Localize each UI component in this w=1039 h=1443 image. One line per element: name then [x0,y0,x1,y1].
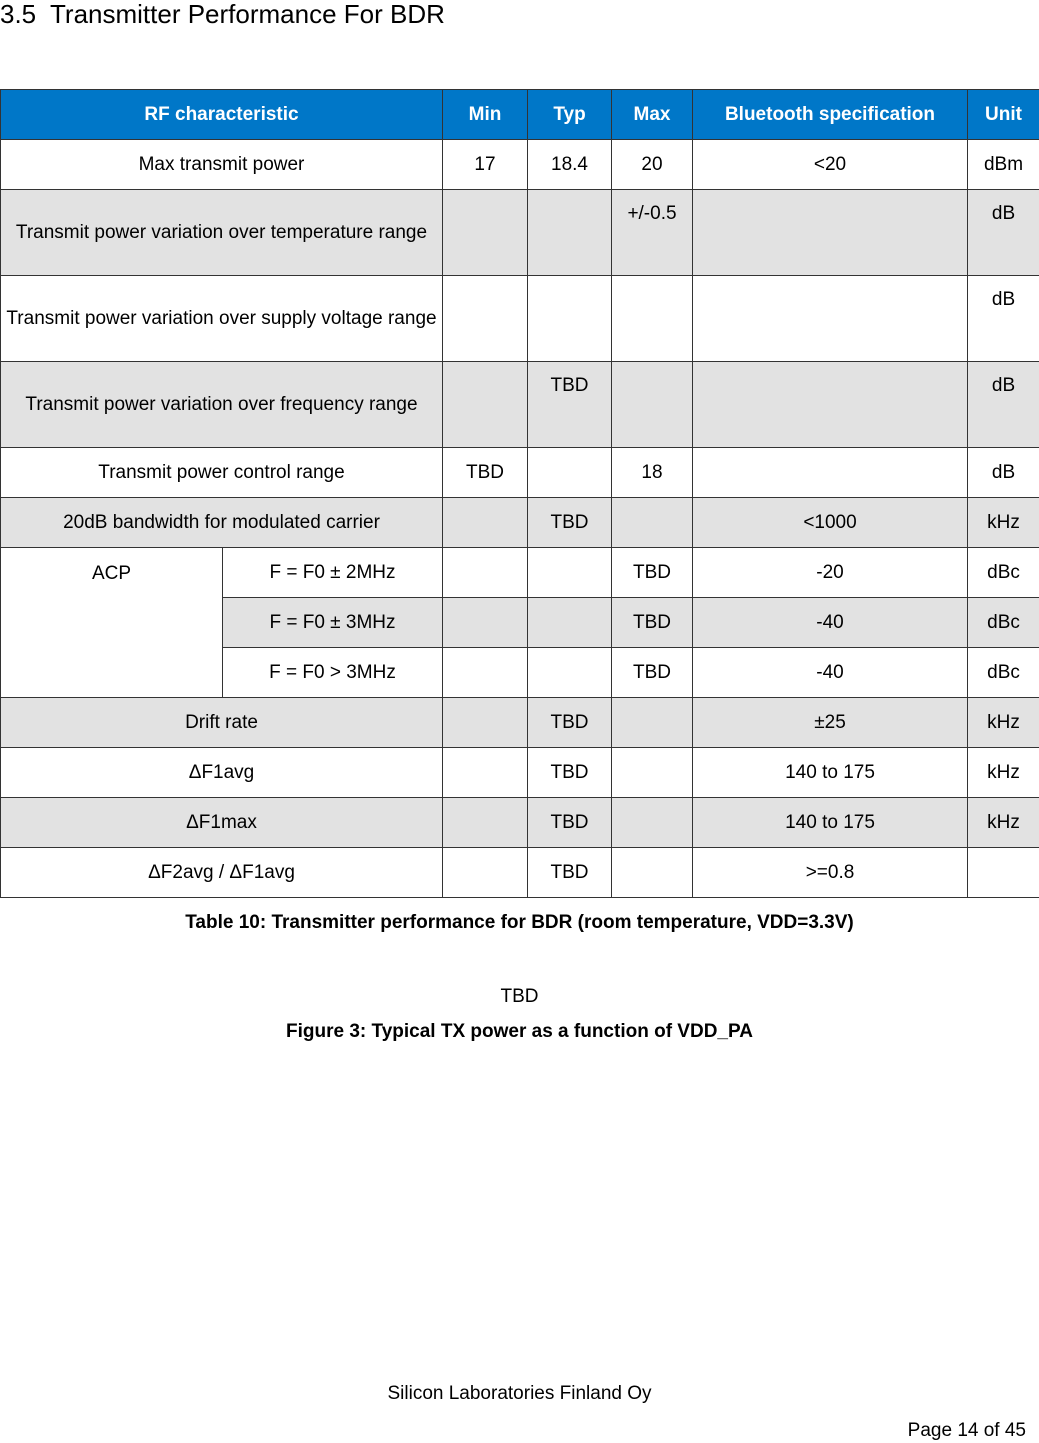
cell-name: Transmit power variation over temperature range [1,190,443,276]
cell-max: 20 [612,140,693,190]
cell-unit: dBc [968,648,1039,698]
table-row [1,140,1039,190]
header-rf-characteristic: RF characteristic [1,90,443,140]
header-typ: Typ [528,90,612,140]
cell-max [612,276,693,362]
cell-unit: dBc [968,598,1039,648]
table-row [1,276,1039,362]
cell-typ [528,548,612,598]
cell-typ [528,598,612,648]
cell-condition: F = F0 ± 2MHz [223,548,443,598]
cell-unit: kHz [968,498,1039,548]
cell-spec: <20 [693,140,968,190]
table-row [1,798,1039,848]
cell-max: TBD [612,548,693,598]
cell-min [443,362,528,448]
cell-max [612,848,693,898]
cell-typ: TBD [528,498,612,548]
cell-name: Transmit power control range [1,448,443,498]
table-row [1,548,1039,598]
cell-max: TBD [612,598,693,648]
cell-max [612,798,693,848]
header-max: Max [612,90,693,140]
section-title: Transmitter Performance For BDR [50,0,445,29]
cell-spec: 140 to 175 [693,748,968,798]
table-header-row [1,90,1039,140]
table-row [1,748,1039,798]
table-row [1,848,1039,898]
cell-max [612,698,693,748]
footer-page-number: Page 14 of 45 [907,1420,1026,1441]
cell-min [443,698,528,748]
cell-spec [693,362,968,448]
footer-company: Silicon Laboratories Finland Oy [387,1383,652,1404]
cell-max [612,748,693,798]
cell-spec [693,190,968,276]
cell-spec: <1000 [693,498,968,548]
cell-typ: TBD [528,848,612,898]
table-caption: Table 10: Transmitter performance for BDR (room temperature, VDD=3.3V) [185,912,854,933]
cell-max: TBD [612,648,693,698]
table-row [1,498,1039,548]
cell-unit [968,848,1039,898]
cell-condition: F = F0 ± 3MHz [223,598,443,648]
cell-min [443,498,528,548]
header-unit: Unit [968,90,1039,140]
cell-name: Transmit power variation over frequency range [1,362,443,448]
cell-unit: dB [968,448,1039,498]
cell-max: 18 [612,448,693,498]
header-bluetooth-spec: Bluetooth specification [693,90,968,140]
table-row [1,362,1039,448]
section-heading [0,0,445,30]
cell-max [612,362,693,448]
cell-min [443,276,528,362]
cell-unit: dBc [968,548,1039,598]
cell-min [443,598,528,648]
cell-typ [528,448,612,498]
cell-min [443,648,528,698]
table-row [1,190,1039,276]
cell-typ [528,648,612,698]
cell-typ: TBD [528,698,612,748]
cell-typ: TBD [528,798,612,848]
cell-unit: dBm [968,140,1039,190]
cell-name: Max transmit power [1,140,443,190]
cell-min: TBD [443,448,528,498]
figure-placeholder: TBD [500,986,539,1007]
table-row [1,698,1039,748]
cell-spec: -40 [693,648,968,698]
cell-unit: dB [968,362,1039,448]
cell-spec: -20 [693,548,968,598]
cell-spec: 140 to 175 [693,798,968,848]
cell-min [443,190,528,276]
cell-max [612,498,693,548]
cell-typ: 18.4 [528,140,612,190]
cell-name: ΔF1avg [1,748,443,798]
transmitter-performance-table [0,89,1039,898]
cell-typ [528,190,612,276]
section-number: 3.5 [0,0,37,29]
cell-unit: kHz [968,798,1039,848]
cell-spec [693,448,968,498]
cell-spec: -40 [693,598,968,648]
table-row [1,448,1039,498]
cell-min [443,798,528,848]
cell-condition: F = F0 > 3MHz [223,648,443,698]
cell-name: ΔF1max [1,798,443,848]
cell-unit: kHz [968,698,1039,748]
cell-spec: >=0.8 [693,848,968,898]
cell-max: +/-0.5 [612,190,693,276]
cell-typ [528,276,612,362]
figure-caption: Figure 3: Typical TX power as a function of VDD_PA [286,1021,753,1042]
cell-min: 17 [443,140,528,190]
cell-typ: TBD [528,362,612,448]
cell-unit: dB [968,276,1039,362]
cell-name: Transmit power variation over supply voltage range [1,276,443,362]
cell-typ: TBD [528,748,612,798]
cell-spec [693,276,968,362]
cell-name: Drift rate [1,698,443,748]
cell-name: ΔF2avg / ΔF1avg [1,848,443,898]
cell-min [443,748,528,798]
header-min: Min [443,90,528,140]
cell-acp-label: ACP [1,548,223,698]
cell-min [443,848,528,898]
cell-unit: dB [968,190,1039,276]
cell-min [443,548,528,598]
cell-name: 20dB bandwidth for modulated carrier [1,498,443,548]
cell-unit: kHz [968,748,1039,798]
cell-spec: ±25 [693,698,968,748]
